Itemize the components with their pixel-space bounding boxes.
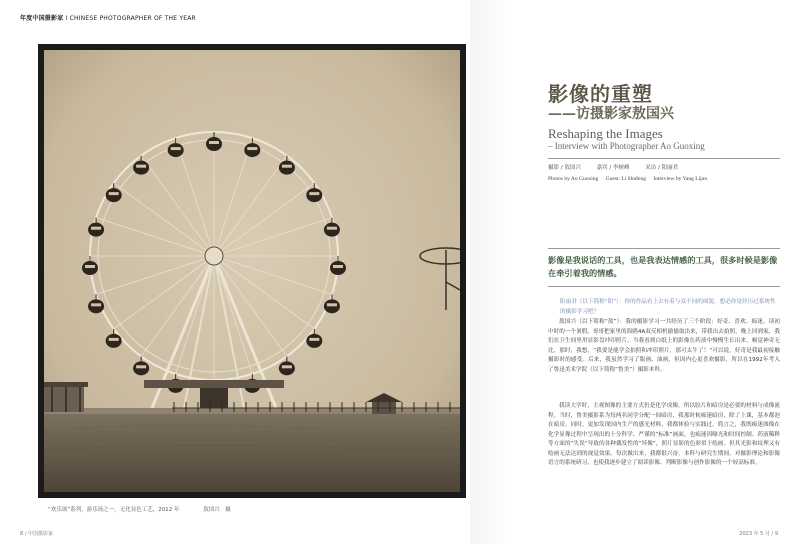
gondola-window bbox=[109, 192, 119, 195]
gondola bbox=[168, 143, 184, 157]
photo-credit: 敖国兴 摄 bbox=[203, 507, 231, 513]
body-paragraph-2 bbox=[548, 402, 780, 469]
gondola-window bbox=[282, 165, 292, 168]
paragraph-text: 我读大学时，主观图像的主要方式仍是化学成像，所以胶片和暗房是必要的材料与成像流程。当时，鲁美摄影系为每两名同学分配一间暗房，我那时候痴迷暗房，除了上课，基本都泡在暗房。同时，更加发现国内生产的感光材料，我都体验与实践过，简言之，我既痴迷图像在化学显像过程中呈现出的十分科学、严谨的“标准”画面，也痴迷因曝光和时间控制、药液稀释等方面的“失误”导致的各种偶发性的“坏像”，照片显影的色彩似于绘画。但其光影和纹理又有绘画无法达到的视觉效果。每次做出来，我都很兴奋。本科与研究生期间，对摄影理论和影像语言的系统研习，也使我逐步建立了阅读影像、判断影像与创作影像的一个较高标准。 bbox=[548, 403, 780, 466]
credit-interviewer-en: Interview by Yang Lijun bbox=[653, 176, 708, 182]
interview-question: 阳丽君（以下简称“阳”）：你的作品看上去有着与众不同的面貌，想必你是经历过系统性的摄影学习吧？ bbox=[560, 299, 776, 315]
caption-text: “欢乐颂”系列，游乐场之一，无化显色工艺，2012 年 bbox=[48, 507, 180, 513]
gondola-window bbox=[91, 227, 101, 230]
wheel-hub bbox=[205, 247, 223, 265]
gutter bbox=[470, 0, 510, 544]
gondola-window bbox=[109, 338, 119, 341]
gondola-window bbox=[136, 365, 146, 368]
wheel-booth bbox=[200, 388, 228, 408]
gondola-window bbox=[85, 265, 95, 268]
title-rule bbox=[548, 158, 780, 159]
body-paragraph-1 bbox=[548, 318, 780, 375]
folio-right: 2023 年 5 月 / 9 bbox=[739, 531, 778, 537]
photo-caption bbox=[48, 505, 231, 513]
running-head-separator: I bbox=[65, 15, 68, 22]
gondola-window bbox=[171, 147, 181, 150]
gondola-window bbox=[136, 165, 146, 168]
credit-photos-zh: 摄影 / 敖国兴 bbox=[548, 165, 581, 171]
credit-guest-en: Guest: Li Shufeng bbox=[605, 176, 646, 182]
paragraph-text: 敖国兴（以下简称“敖”）：我的摄影学习一共经历了三个阶段：好奇、喜欢、痴迷。读初中时的一个暑假，哥哥把家里的海鸥4A双反相机偷偷取出来，带我出去拍照，晚上回到家，我们在卫生间里用显影盘冲印照片。当我看到白纸上的影像在药液中慢慢生长出来，顿觉神奇无比。那时，我想，“我要是能学会拍照和冲印照片，那可太牛了！”可以说，好奇是我最初接触摄影时的感受。后来，我虽然学习了版画、油画，但因内心更喜欢摄影，所以在1992年考入了鲁迅美术学院（以下简称“鲁美”）摄影本科。 bbox=[548, 319, 780, 373]
gondola-window bbox=[327, 227, 337, 230]
gondola-window bbox=[327, 303, 337, 306]
credit-photos-en: Photos by Ao Guoxing bbox=[548, 176, 599, 182]
article-title-zh: 影像的重塑 bbox=[548, 82, 653, 106]
credit-interviewer-zh: 采访 / 阳丽君 bbox=[645, 165, 679, 171]
pull-quote: 影像是我说话的工具，也是我表达情感的工具，很多时候是影像在牵引着我的情感。 bbox=[548, 255, 778, 278]
gondola-window bbox=[309, 192, 319, 195]
gondola bbox=[244, 143, 260, 157]
credits-en bbox=[548, 176, 713, 182]
credits-zh bbox=[548, 163, 692, 171]
ferris-wheel-photo bbox=[44, 50, 460, 492]
pullquote-rule-top bbox=[548, 248, 780, 249]
gondola-window bbox=[309, 338, 319, 341]
gondola-window bbox=[209, 141, 219, 144]
article-subtitle-zh: ——访摄影家敖国兴 bbox=[548, 106, 674, 122]
credit-guest-zh: 嘉宾 / 李树峰 bbox=[596, 165, 630, 171]
ferris-wheel-image bbox=[44, 50, 460, 492]
pullquote-rule-bottom bbox=[548, 286, 780, 287]
section-title-en: CHINESE PHOTOGRAPHER OF THE YEAR bbox=[69, 15, 196, 22]
folio-left: 8 / 中国摄影家 bbox=[20, 531, 54, 537]
article-subtitle-en: – Interview with Photographer Ao Guoxing bbox=[548, 141, 705, 151]
gondola-window bbox=[91, 303, 101, 306]
running-head bbox=[20, 13, 196, 22]
gondola-window bbox=[333, 265, 343, 268]
wheel-platform bbox=[144, 380, 284, 388]
pavilion-left bbox=[44, 382, 88, 412]
section-label: 年度中国摄影家 bbox=[20, 15, 64, 22]
gondola-window bbox=[282, 365, 292, 368]
article-title-en: Reshaping the Images bbox=[548, 126, 663, 141]
gondola-window bbox=[247, 147, 257, 150]
